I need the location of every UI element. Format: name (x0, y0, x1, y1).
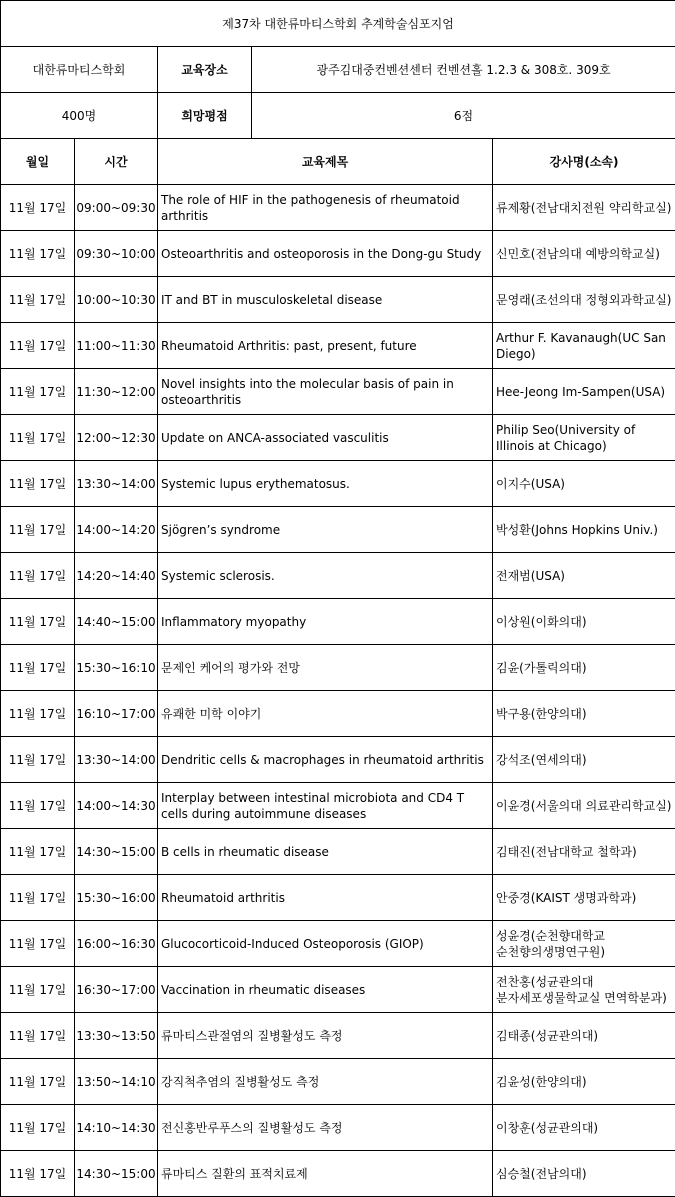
subject-cell: Vaccination in rheumatic diseases (158, 967, 493, 1013)
time-cell: 16:30~17:00 (75, 967, 158, 1013)
subject-cell: 강직척추염의 질병활성도 측정 (158, 1059, 493, 1105)
time-cell: 14:00~14:20 (75, 507, 158, 553)
date-cell: 11월 17일 (1, 599, 75, 645)
date-cell: 11월 17일 (1, 829, 75, 875)
date-cell: 11월 17일 (1, 369, 75, 415)
time-cell: 14:40~15:00 (75, 599, 158, 645)
table-row (1, 553, 675, 599)
subject-cell: Sjögren’s syndrome (158, 507, 493, 553)
date-cell: 11월 17일 (1, 1013, 75, 1059)
date-cell: 11월 17일 (1, 185, 75, 231)
date-cell: 11월 17일 (1, 921, 75, 967)
speaker-cell: 신민호(전남의대 예방의학교실) (493, 231, 675, 277)
subject-cell: Inflammatory myopathy (158, 599, 493, 645)
time-cell: 16:00~16:30 (75, 921, 158, 967)
table-row (1, 967, 675, 1013)
speaker-cell: 전재범(USA) (493, 553, 675, 599)
table-row (1, 645, 675, 691)
time-cell: 15:30~16:00 (75, 875, 158, 921)
time-cell: 13:30~13:50 (75, 1013, 158, 1059)
column-header-date: 월일 (1, 139, 75, 185)
subject-cell: IT and BT in musculoskeletal disease (158, 277, 493, 323)
date-cell: 11월 17일 (1, 1105, 75, 1151)
speaker-cell: 김태종(성균관의대) (493, 1013, 675, 1059)
time-cell: 13:30~14:00 (75, 461, 158, 507)
speaker-cell: 문영래(조선의대 정형외과학교실) (493, 277, 675, 323)
time-cell: 11:00~11:30 (75, 323, 158, 369)
date-cell: 11월 17일 (1, 507, 75, 553)
time-cell: 10:00~10:30 (75, 277, 158, 323)
table-row (1, 875, 675, 921)
date-cell: 11월 17일 (1, 277, 75, 323)
organizer-cell: 대한류마티스학회 (1, 47, 158, 93)
speaker-cell: Philip Seo(University of Illinois at Chicago) (493, 415, 675, 461)
subject-cell: Novel insights into the molecular basis of pain in osteoarthritis (158, 369, 493, 415)
date-cell: 11월 17일 (1, 1059, 75, 1105)
time-cell: 13:30~14:00 (75, 737, 158, 783)
date-cell: 11월 17일 (1, 323, 75, 369)
speaker-cell: 김태진(전남대학교 철학과) (493, 829, 675, 875)
time-cell: 14:30~15:00 (75, 1151, 158, 1197)
table-row (1, 1013, 675, 1059)
speaker-cell: 이상원(이화의대) (493, 599, 675, 645)
speaker-cell: 심승철(전남의대) (493, 1151, 675, 1197)
time-cell: 13:50~14:10 (75, 1059, 158, 1105)
time-cell: 09:00~09:30 (75, 185, 158, 231)
table-row (1, 185, 675, 231)
subject-cell: Dendritic cells & macrophages in rheumatoid arthritis (158, 737, 493, 783)
subject-cell: Systemic sclerosis. (158, 553, 493, 599)
time-cell: 14:30~15:00 (75, 829, 158, 875)
table-row (1, 921, 675, 967)
time-cell: 16:10~17:00 (75, 691, 158, 737)
subject-cell: 류마티스 질환의 표적치료제 (158, 1151, 493, 1197)
column-header-time: 시간 (75, 139, 158, 185)
speaker-cell: 박성환(Johns Hopkins Univ.) (493, 507, 675, 553)
date-cell: 11월 17일 (1, 967, 75, 1013)
table-row (1, 1105, 675, 1151)
date-cell: 11월 17일 (1, 461, 75, 507)
table-row (1, 1059, 675, 1105)
points-value: 6점 (252, 93, 675, 139)
subject-cell: Interplay between intestinal microbiota and CD4 T cells during autoimmune diseases (158, 783, 493, 829)
subject-cell: Systemic lupus erythematosus. (158, 461, 493, 507)
table-row (1, 231, 675, 277)
table-row (1, 1151, 675, 1197)
speaker-cell: Arthur F. Kavanaugh(UC San Diego) (493, 323, 675, 369)
speaker-cell: Hee-Jeong Im-Sampen(USA) (493, 369, 675, 415)
date-cell: 11월 17일 (1, 645, 75, 691)
title-row (1, 1, 675, 47)
location-value: 광주김대중컨벤션센터 컨벤션홀 1.2.3 & 308호. 309호 (252, 47, 675, 93)
date-cell: 11월 17일 (1, 737, 75, 783)
time-cell: 11:30~12:00 (75, 369, 158, 415)
speaker-cell: 류제황(전남대치전원 약리학교실) (493, 185, 675, 231)
date-cell: 11월 17일 (1, 691, 75, 737)
subject-cell: Update on ANCA-associated vasculitis (158, 415, 493, 461)
date-cell: 11월 17일 (1, 553, 75, 599)
date-cell: 11월 17일 (1, 783, 75, 829)
table-row (1, 415, 675, 461)
speaker-cell: 박구용(한양의대) (493, 691, 675, 737)
speaker-cell: 이창훈(성균관의대) (493, 1105, 675, 1151)
subject-cell: 문제인 케어의 평가와 전망 (158, 645, 493, 691)
speaker-cell: 강석조(연세의대) (493, 737, 675, 783)
speaker-cell: 김윤(가톨릭의대) (493, 645, 675, 691)
capacity-cell: 400명 (1, 93, 158, 139)
column-header-row (1, 139, 675, 185)
speaker-cell: 이윤경(서울의대 의료관리학교실) (493, 783, 675, 829)
speaker-cell: 성윤경(순천향대학교 순천향의생명연구원) (493, 921, 675, 967)
subject-cell: Rheumatoid arthritis (158, 875, 493, 921)
time-cell: 15:30~16:10 (75, 645, 158, 691)
time-cell: 14:10~14:30 (75, 1105, 158, 1151)
table-row (1, 829, 675, 875)
speaker-cell: 전찬홍(성균관의대 분자세포생물학교실 면역학분과) (493, 967, 675, 1013)
column-header-speaker: 강사명(소속) (493, 139, 675, 185)
table-row (1, 323, 675, 369)
table-row (1, 277, 675, 323)
subject-cell: 전신홍반루푸스의 질병활성도 측정 (158, 1105, 493, 1151)
subject-cell: The role of HIF in the pathogenesis of rheumatoid arthritis (158, 185, 493, 231)
table-row (1, 737, 675, 783)
subject-cell: B cells in rheumatic disease (158, 829, 493, 875)
date-cell: 11월 17일 (1, 1151, 75, 1197)
table-row (1, 783, 675, 829)
speaker-cell: 이지수(USA) (493, 461, 675, 507)
time-cell: 14:00~14:30 (75, 783, 158, 829)
time-cell: 09:30~10:00 (75, 231, 158, 277)
time-cell: 12:00~12:30 (75, 415, 158, 461)
subject-cell: Osteoarthritis and osteoporosis in the Dong-gu Study (158, 231, 493, 277)
column-header-subject: 교육제목 (158, 139, 493, 185)
table-row (1, 461, 675, 507)
date-cell: 11월 17일 (1, 231, 75, 277)
speaker-cell: 안중경(KAIST 생명과학과) (493, 875, 675, 921)
date-cell: 11월 17일 (1, 875, 75, 921)
subject-cell: Rheumatoid Arthritis: past, present, future (158, 323, 493, 369)
points-label: 희망평점 (158, 93, 252, 139)
location-row (1, 47, 675, 93)
speaker-cell: 김윤성(한양의대) (493, 1059, 675, 1105)
subject-cell: 유쾌한 미학 이야기 (158, 691, 493, 737)
document-title: 제37차 대한류마티스학회 추계학술심포지엄 (1, 1, 675, 47)
table-row (1, 507, 675, 553)
date-cell: 11월 17일 (1, 415, 75, 461)
capacity-row (1, 93, 675, 139)
subject-cell: Glucocorticoid-Induced Osteoporosis (GIOP) (158, 921, 493, 967)
table-row (1, 599, 675, 645)
table-row (1, 369, 675, 415)
subject-cell: 류마티스관절염의 질병활성도 측정 (158, 1013, 493, 1059)
table-row (1, 691, 675, 737)
time-cell: 14:20~14:40 (75, 553, 158, 599)
location-label: 교육장소 (158, 47, 252, 93)
